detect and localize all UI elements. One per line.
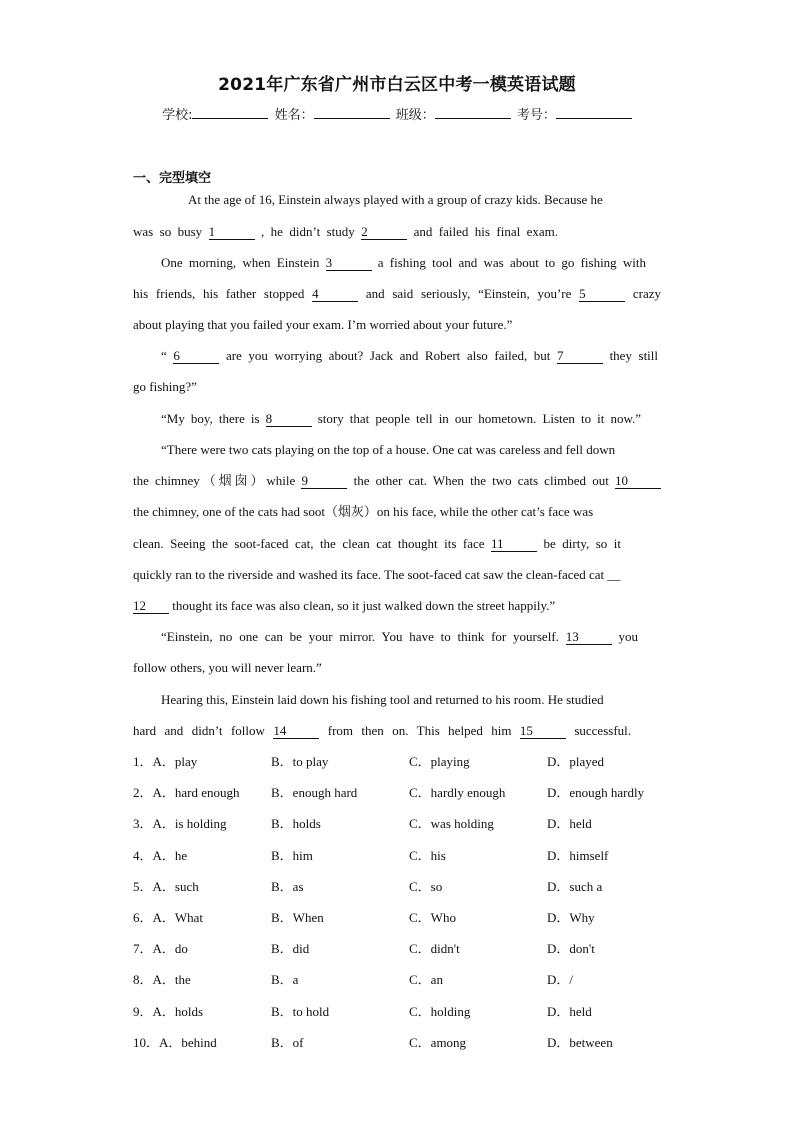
option-c[interactable]: C．his xyxy=(409,848,446,863)
name-label: 姓名： xyxy=(274,108,314,123)
blank-4[interactable]: 4 xyxy=(312,287,358,302)
option-d[interactable]: D．played xyxy=(547,754,605,769)
option-c[interactable]: C．didn't xyxy=(409,941,460,956)
passage-line: go fishing?” xyxy=(133,379,197,394)
page-title: 2021年广东省广州市白云区中考一模英语试题 xyxy=(218,75,576,95)
option-d[interactable]: D．held xyxy=(547,1004,592,1019)
school-blank[interactable] xyxy=(192,106,268,119)
option-b[interactable]: B．When xyxy=(271,910,324,925)
passage-line: “Einstein, no one can be your mirror. You have to think for yourself. 13 you xyxy=(161,629,639,644)
passage-line: the chimney, one of the cats had soot（烟灰）on his face, while the other cat’s face was xyxy=(133,504,594,519)
blank-12[interactable]: 12 xyxy=(133,599,169,614)
blank-15[interactable]: 15 xyxy=(520,724,566,739)
blank-1[interactable]: 1 xyxy=(209,225,255,240)
class-blank[interactable] xyxy=(435,106,511,119)
student-info-row xyxy=(0,104,794,123)
option-c[interactable]: C．among xyxy=(409,1035,467,1050)
option-b[interactable]: B．of xyxy=(271,1035,304,1050)
passage-line: his friends, his father stopped 4 and said seriously, “Einstein, you’re 5 crazy xyxy=(133,286,661,301)
passage-line: “ 6 are you worrying about? Jack and Robert also failed, but 7 they still xyxy=(161,348,659,363)
option-c[interactable]: C．playing xyxy=(409,754,470,769)
passage-line: was so busy 1 , he didn’t study 2 and failed his final exam. xyxy=(133,224,559,239)
option-b[interactable]: B．holds xyxy=(271,816,321,831)
passage-line: One morning, when Einstein 3 a fishing tool and was about to go fishing with xyxy=(161,255,647,270)
blank-14[interactable]: 14 xyxy=(273,724,319,739)
option-a[interactable]: 3．A．is holding xyxy=(133,816,227,831)
option-c[interactable]: C．so xyxy=(409,879,443,894)
option-a[interactable]: 9．A．holds xyxy=(133,1004,204,1019)
option-d[interactable]: D．/ xyxy=(547,972,574,987)
passage-line: about playing that you failed your exam. I’m worried about your future.” xyxy=(133,317,513,332)
exam-no-label: 考号： xyxy=(516,108,556,123)
option-a[interactable]: 8．A．the xyxy=(133,972,191,987)
option-a[interactable]: 5．A．such xyxy=(133,879,199,894)
school-label: 学校: xyxy=(162,108,193,123)
option-b[interactable]: B．to play xyxy=(271,754,329,769)
option-b[interactable]: B．a xyxy=(271,972,299,987)
option-d[interactable]: D．held xyxy=(547,816,592,831)
passage-line: quickly ran to the riverside and washed its face. The soot-faced cat saw the clean-faced cat __ xyxy=(133,567,621,582)
passage-line: hard and didn’t follow 14 from then on. This helped him 15 successful. xyxy=(133,723,632,738)
blank-9[interactable]: 9 xyxy=(301,474,347,489)
class-label: 班级： xyxy=(395,108,435,123)
option-d[interactable]: D．himself xyxy=(547,848,609,863)
blank-3[interactable]: 3 xyxy=(326,256,372,271)
blank-2[interactable]: 2 xyxy=(361,225,407,240)
section-title: 一、完型填空 xyxy=(133,171,212,186)
option-a[interactable]: 4．A．he xyxy=(133,848,188,863)
passage-line: clean. Seeing the soot-faced cat, the clean cat thought its face 11 be dirty, so it xyxy=(133,536,622,551)
option-b[interactable]: B．to hold xyxy=(271,1004,330,1019)
option-d[interactable]: D．such a xyxy=(547,879,603,894)
option-a[interactable]: 1．A．play xyxy=(133,754,198,769)
option-c[interactable]: C．Who xyxy=(409,910,456,925)
option-b[interactable]: B．enough hard xyxy=(271,785,358,800)
name-blank[interactable] xyxy=(314,106,390,119)
blank-10[interactable]: 10 xyxy=(615,474,661,489)
option-d[interactable]: D．between xyxy=(547,1035,613,1050)
passage-line: “There were two cats playing on the top of a house. One cat was careless and fell down xyxy=(161,442,616,457)
option-a[interactable]: 7．A．do xyxy=(133,941,188,956)
option-a[interactable]: 2．A．hard enough xyxy=(133,785,240,800)
exam-no-blank[interactable] xyxy=(556,106,632,119)
option-b[interactable]: B．him xyxy=(271,848,313,863)
passage-line: 12 thought its face was also clean, so it just walked down the street happily.” xyxy=(133,598,556,613)
blank-8[interactable]: 8 xyxy=(266,412,312,427)
option-c[interactable]: C．holding xyxy=(409,1004,471,1019)
option-b[interactable]: B．as xyxy=(271,879,304,894)
option-a[interactable]: 10．A．behind xyxy=(133,1035,217,1050)
passage-line: Hearing this, Einstein laid down his fishing tool and returned to his room. He studied xyxy=(161,692,604,707)
passage-line: At the age of 16, Einstein always played with a group of crazy kids. Because he xyxy=(188,192,603,207)
passage-line: “My boy, there is 8 story that people tell in our hometown. Listen to it now.” xyxy=(161,411,642,426)
option-d[interactable]: D．enough hardly xyxy=(547,785,645,800)
option-a[interactable]: 6．A．What xyxy=(133,910,204,925)
passage-line: follow others, you will never learn.” xyxy=(133,660,322,675)
option-c[interactable]: C．hardly enough xyxy=(409,785,506,800)
option-c[interactable]: C．was holding xyxy=(409,816,494,831)
option-d[interactable]: D．don't xyxy=(547,941,595,956)
option-b[interactable]: B．did xyxy=(271,941,310,956)
blank-5[interactable]: 5 xyxy=(579,287,625,302)
blank-7[interactable]: 7 xyxy=(557,349,603,364)
option-c[interactable]: C．an xyxy=(409,972,443,987)
blank-6[interactable]: 6 xyxy=(173,349,219,364)
passage-line: the chimney（烟囱）while 9 the other cat. When the two cats climbed out 10 xyxy=(133,472,661,490)
blank-13[interactable]: 13 xyxy=(566,630,612,645)
option-d[interactable]: D．Why xyxy=(547,910,595,925)
blank-11[interactable]: 11 xyxy=(491,537,537,552)
